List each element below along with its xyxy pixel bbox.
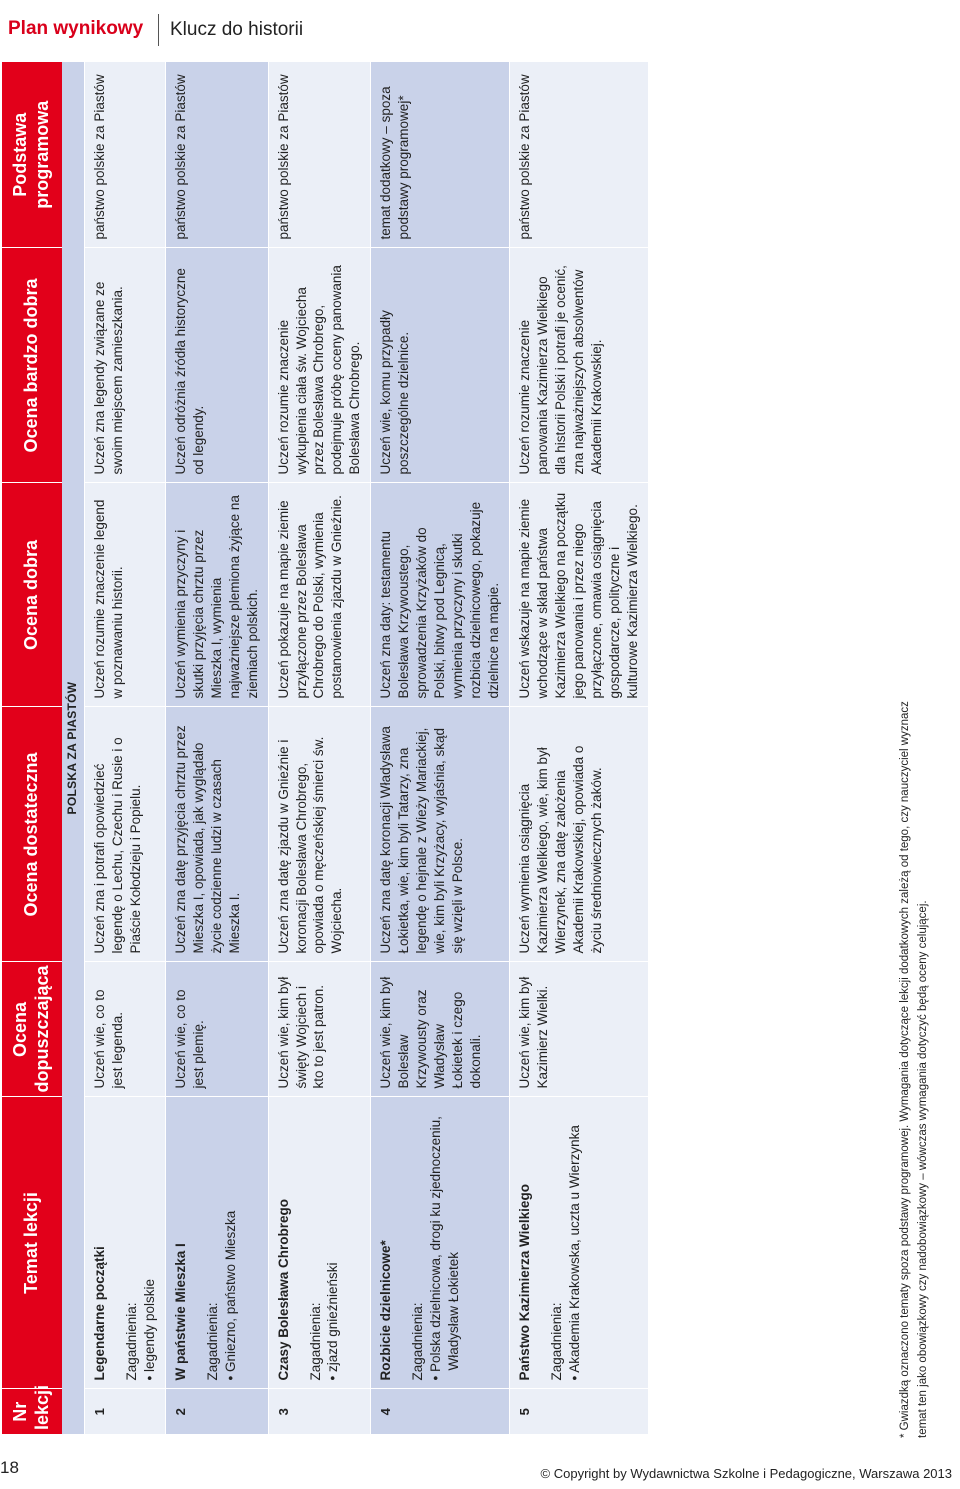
lesson-topic-cell: [165, 1097, 268, 1389]
grade-dobra: Uczeń pokazuje na mapie ziemie przyłączone przez Bolesława Chrobrego do Polski, wymienia postanowienia zjazdu w Gnieźnie.: [268, 483, 371, 707]
table-row: [84, 62, 165, 1434]
col-dost-header: Ocena dostateczna: [2, 707, 62, 962]
table-body: [62, 62, 648, 1434]
grade-dobra: Uczeń wskazuje na mapie ziemie wchodzące w skład państwa Kazimierza Wielkiego na początku jego panowania i przez niego przyłączone, omawia osiągnięcia gospodarcze, polityczne i kulturowe Kazimierza Wielkiego.: [510, 483, 649, 707]
grade-dostateczna: Uczeń wymienia osiągnięcia Kazimierza Wielkiego, wie, kim był Wierzynek, zna datę założenia Akademii Krakowskiej, opowiada o życiu średniowiecznych żaków.: [510, 707, 649, 962]
rotated-table-frame: [2, 62, 880, 1434]
footnote: [896, 98, 933, 1438]
core-curriculum: temat dodatkowy – spoza podstawy programowej*: [371, 62, 510, 248]
grade-dostateczna: Uczeń zna datę przyjęcia chrztu przez Mieszka I, opowiada, jak wyglądało życie codzienne ludzi w czasach Mieszka I.: [165, 707, 268, 962]
copyright-notice: © Copyright by Wydawnictwa Szkolne i Pedagogiczne, Warszawa 2013: [540, 1466, 952, 1481]
grade-dopuszczajaca: Uczeń wie, co to jest plemię.: [165, 962, 268, 1097]
lesson-topic-cell: [268, 1097, 371, 1389]
grade-bardzo-dobra: Uczeń rozumie znaczenie wykupienia ciała św. Wojciecha przez Bolesława Chrobrego, podejmuje próbę oceny panowania Bolesława Chrobrego.: [268, 248, 371, 483]
issues-label: Zagadnienia:: [204, 1302, 220, 1381]
lesson-number: 5: [510, 1389, 649, 1434]
issues-label: Zagadnienia:: [307, 1302, 323, 1381]
grade-bardzo-dobra: Uczeń zna legendy związane ze swoim miejscem zamieszkania.: [84, 248, 165, 483]
col-dop-header: Ocena dopuszczająca: [2, 962, 62, 1097]
core-curriculum: państwo polskie za Piastów: [165, 62, 268, 248]
issue-item: • Akademia Krakowska, uczta u Wierzynka: [566, 1106, 584, 1381]
grade-dopuszczajaca: Uczeń wie, co to jest legenda.: [84, 962, 165, 1097]
page-header: [0, 0, 960, 58]
grade-bardzo-dobra: Uczeń odróżnia źródła historyczne od legendy.: [165, 248, 268, 483]
grade-dopuszczajaca: Uczeń wie, kim był Kazimierz Wielki.: [510, 962, 649, 1097]
lesson-title: Państwo Kazimierza Wielkiego: [517, 1184, 533, 1381]
footnote-line: * Gwiazdką oznaczono tematy spoza podstawy programowej. Wymagania dotyczące lekcji dodatkowych zależą od tego, czy nauczyciel wyznacz: [899, 701, 911, 1438]
lesson-title: Rozbicie dzielnicowe*: [378, 1240, 394, 1381]
issues-label: Zagadnienia:: [410, 1302, 426, 1381]
table-header-row: [2, 62, 62, 1434]
grade-dopuszczajaca: Uczeń wie, kim był Bolesław Krzywousty oraz Władysław Łokietek i czego dokonali.: [371, 962, 510, 1097]
col-nr-header: Nr lekcji: [2, 1389, 62, 1434]
section-row: [62, 62, 84, 1434]
grade-bardzo-dobra: Uczeń rozumie znaczenie panowania Kazimierza Wielkiego dla historii Polski i potrafi je ocenić, zna najważniejszych absolwentów Akademii Krakowskiej.: [510, 248, 649, 483]
table-row: [268, 62, 371, 1434]
core-curriculum: państwo polskie za Piastów: [84, 62, 165, 248]
core-curriculum: państwo polskie za Piastów: [268, 62, 371, 248]
lesson-title: W państwie Mieszka I: [172, 1243, 188, 1381]
grade-dostateczna: Uczeń zna datę zjazdu w Gnieźnie i koronacji Bolesława Chrobrego, opowiada o męczeńskiej śmierci św. Wojciecha.: [268, 707, 371, 962]
lesson-number: 3: [268, 1389, 371, 1434]
page-number: 18: [0, 1458, 19, 1477]
lesson-number: 4: [371, 1389, 510, 1434]
grade-dobra: Uczeń zna daty: testamentu Bolesława Krzywoustego, sprowadzenia Krzyżaków do Polski, bitwy pod Legnicą, wymienia przyczyny i skutki rozbicia dzielnicowego, pokazuje dzielnice na mapie.: [371, 483, 510, 707]
lesson-plan-table: [2, 62, 649, 1434]
header-divider: [158, 14, 159, 46]
table-row: [510, 62, 649, 1434]
document-title: Plan wynikowy: [8, 18, 144, 39]
lesson-number: 1: [84, 1389, 165, 1434]
lesson-title: Czasy Bolesława Chrobrego: [275, 1198, 291, 1381]
lesson-title: Legendarne początki: [91, 1246, 107, 1381]
table-row: [371, 62, 510, 1434]
issue-item: • legendy polskie: [141, 1106, 159, 1381]
issues-label: Zagadnienia:: [548, 1302, 564, 1381]
grade-dobra: Uczeń rozumie znaczenie legend w poznawaniu historii.: [84, 483, 165, 707]
col-pp-header: Podstawa programowa: [2, 62, 62, 248]
rotated-table-area: [2, 62, 880, 1434]
grade-bardzo-dobra: Uczeń wie, komu przypadły poszczególne dzielnice.: [371, 248, 510, 483]
grade-dostateczna: Uczeń zna i potrafi opowiedzieć legendę o Lechu, Czechu i Rusie i o Piaście Kołodzieju i Popielu.: [84, 707, 165, 962]
grade-dopuszczajaca: Uczeń wie, kim był święty Wojciech i kto to jest patron.: [268, 962, 371, 1097]
col-topic-header: Temat lekcji: [2, 1097, 62, 1389]
footnote-line: temat ten jako obowiązkowy czy nadobowiązkowy – wówczas wymagania dotyczyć będą oceny celującej.: [917, 900, 930, 1438]
issues-label: Zagadnienia:: [123, 1302, 139, 1381]
lesson-topic-cell: [84, 1097, 165, 1389]
col-dobra-header: Ocena dobra: [2, 483, 62, 707]
lesson-number: 2: [165, 1389, 268, 1434]
col-bdobra-header: Ocena bardzo dobra: [2, 248, 62, 483]
issue-item: • Gniezno, państwo Mieszka: [222, 1106, 240, 1381]
section-title: POLSKA ZA PIASTÓW: [62, 62, 84, 1434]
grade-dostateczna: Uczeń zna datę koronacji Władysława Łokietka, wie, kim byli Tatarzy, zna legendę o hejnale z Wieży Mariackiej, wie, kim byli Krzyżacy, wyjaśnia, skąd się wzięli w Polsce.: [371, 707, 510, 962]
lesson-topic-cell: [510, 1097, 649, 1389]
document-subtitle: Klucz do historii: [170, 19, 304, 40]
grade-dobra: Uczeń wymienia przyczyny i skutki przyjęcia chrztu przez Mieszka I, wymienia najważniejsze plemiona żyjące na ziemiach polskich.: [165, 483, 268, 707]
lesson-topic-cell: [371, 1097, 510, 1389]
core-curriculum: państwo polskie za Piastów: [510, 62, 649, 248]
table-row: [165, 62, 268, 1434]
issue-item: • Polska dzielnicowa, drogi ku zjednoczeniu, Władysław Łokietek: [427, 1106, 463, 1381]
issue-item: • zjazd gnieźnieński: [324, 1106, 342, 1381]
